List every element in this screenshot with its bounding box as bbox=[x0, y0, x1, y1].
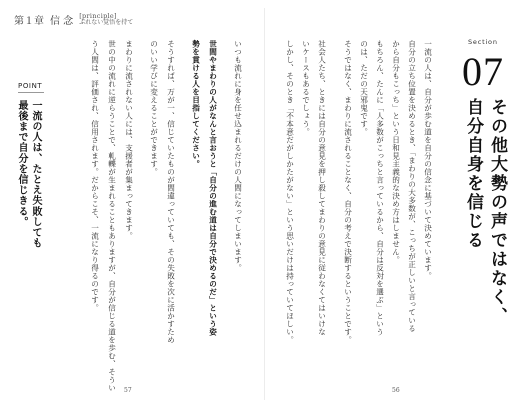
body-line: まわりに流されない人には、支援者が集まってきます。 bbox=[124, 40, 134, 240]
chapter-subtitle-ja: ぶれない覚悟を持て bbox=[79, 18, 134, 26]
section-title-line: 自分自身を信じる bbox=[463, 98, 483, 250]
body-line: 世の中の流れに逆らうことで、軋轢が生まれることもありますが、自分が信じる道を歩む、そうい bbox=[107, 40, 117, 392]
chapter-title: 信 念 bbox=[50, 16, 74, 27]
body-line: そうではなく、まわりに流されることなく、自分の考えで決断するということです。 bbox=[343, 40, 353, 344]
point-divider bbox=[18, 92, 44, 93]
body-line: 一流の人は、自分が歩む道を自分の信念に基づいて決めています。 bbox=[423, 40, 433, 280]
page-number-left: 57 bbox=[124, 387, 132, 394]
body-line: もちろん、たんに「人多数がこっちと言っているから、自分は反対を選ぶ」という bbox=[375, 40, 385, 336]
body-line: しかし、そのとき「不本意だがしかたがない」という思いだけは持っていてほしい。 bbox=[285, 40, 295, 344]
body-line: いつも流れに身を任せ込まれるだけの人間になってしまいます。 bbox=[233, 40, 243, 272]
body-line: のいい学びに変えることができます。 bbox=[149, 40, 159, 176]
body-line: 社会人たち、ときには自分の意見を押し殺してまわりの意見に従わなくてはいけな bbox=[317, 40, 327, 336]
body-line: 勢を貫ける人を目指してください。 bbox=[191, 40, 201, 168]
body-line: そうすれば、万が一、信じていたものが間違っていても、その失敗を次に活かすため bbox=[166, 40, 176, 344]
page-gutter bbox=[264, 8, 265, 400]
section-number: 07 bbox=[462, 49, 504, 94]
chapter-subtitle bbox=[79, 13, 133, 26]
running-head bbox=[14, 12, 133, 27]
body-line: 世間やまわりの人がなんと言おうと「自分の進む道は自分で決めるのだ」という姿 bbox=[208, 40, 218, 336]
chapter-number: 第１章 bbox=[14, 16, 44, 27]
point-label: POINT bbox=[18, 82, 43, 90]
chapter-subtitle-en: [principle] bbox=[79, 11, 117, 20]
point-line: 一流の人は、たとえ失敗しても bbox=[30, 100, 41, 249]
body-line: のは、ただの天邪鬼です。 bbox=[359, 40, 369, 136]
body-line: 自分の立ち位置を決めるとき、「まわりの大多数が、こっちが正しいと言っている bbox=[407, 40, 417, 333]
body-line: う人間は、評価され、信用されます。だからこそ、一流になり得るのです。 bbox=[90, 40, 100, 312]
point-line: 最後まで自分を信じきる。 bbox=[16, 100, 27, 228]
section-label: Section bbox=[468, 38, 498, 46]
body-line: いケースもあるでしょう。 bbox=[301, 40, 311, 136]
page-number-right: 56 bbox=[392, 387, 400, 394]
body-line: から自分もこっち」という日和見主義的な決め方はしません。 bbox=[391, 40, 401, 264]
section-title-line: その他大勢の声ではなく、 bbox=[487, 98, 507, 326]
